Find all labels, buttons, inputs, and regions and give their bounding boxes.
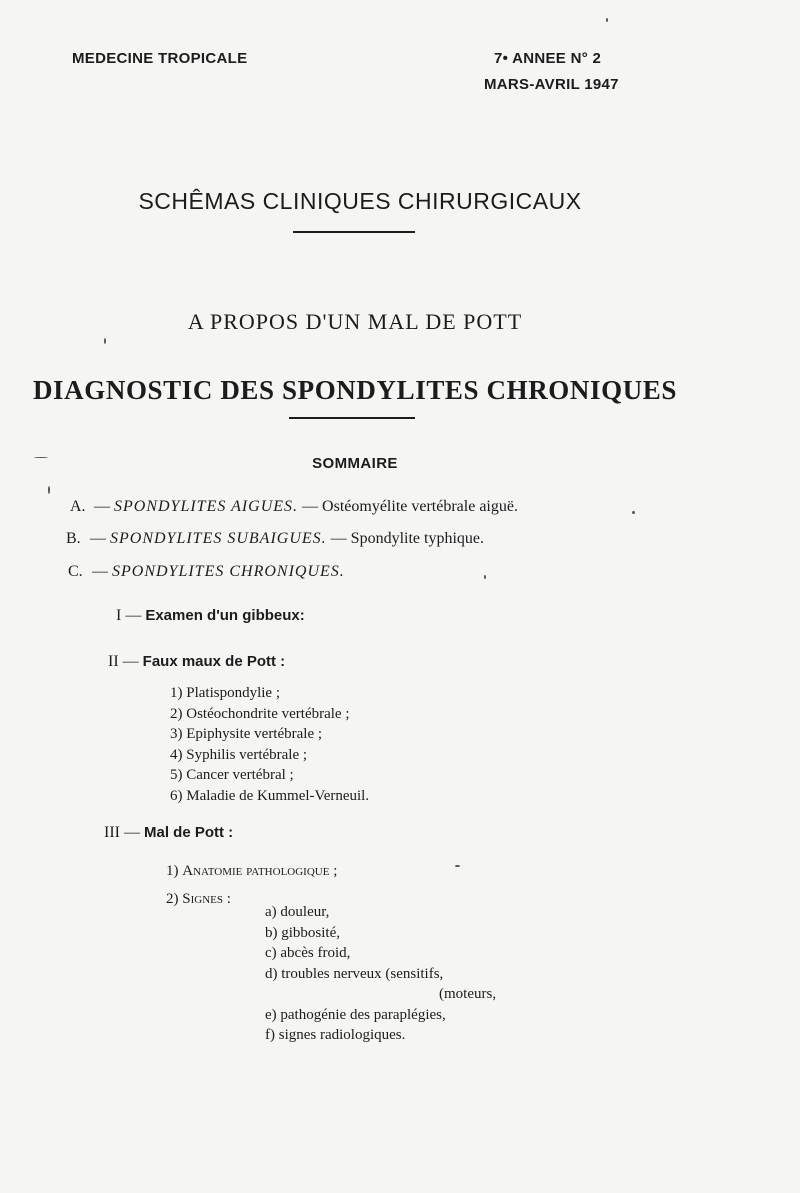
- scan-speck: [632, 511, 635, 514]
- summary-heading: SOMMAIRE: [312, 455, 398, 472]
- list-item: 2) Ostéochondrite vertébrale ;: [170, 705, 350, 722]
- entry-letter: C.: [68, 563, 83, 580]
- article-title-divider: [289, 417, 415, 419]
- section-1-heading: [116, 607, 305, 625]
- issue-number: 7• ANNEE N° 2: [494, 50, 602, 67]
- sign-item: f) signes radiologiques.: [265, 1027, 406, 1043]
- summary-entry-c: [68, 563, 345, 581]
- entry-dash: —: [302, 498, 319, 515]
- section-number: III: [104, 824, 120, 841]
- sign-item: c) abcès froid,: [265, 945, 351, 961]
- sign-item-continuation: (moteurs,: [439, 986, 497, 1002]
- list-item: 6) Maladie de Kummel-Verneuil.: [170, 787, 370, 804]
- section-number: I: [116, 607, 122, 624]
- section-dash: —: [125, 607, 142, 624]
- section-2-heading: [108, 653, 285, 671]
- scan-speck: [606, 18, 608, 22]
- entry-title: SPONDYLITES AIGUES.: [114, 498, 299, 515]
- section-dash: —: [122, 653, 139, 670]
- scan-speck: [104, 338, 106, 344]
- journal-name: MEDECINE TROPICALE: [72, 50, 248, 67]
- section-label: Examen d'un gibbeux:: [145, 607, 305, 624]
- scan-speck: [34, 457, 48, 458]
- entry-title: SPONDYLITES CHRONIQUES.: [112, 563, 345, 580]
- item-text: Anatomie pathologique ;: [182, 863, 338, 879]
- section-number: II: [108, 653, 119, 670]
- sign-item: e) pathogénie des paraplégies,: [265, 1006, 446, 1023]
- entry-dash: —: [90, 530, 106, 547]
- section-label: Mal de Pott :: [143, 824, 234, 841]
- entry-title: SPONDYLITES SUBAIGUES.: [110, 530, 327, 547]
- issue-date: MARS-AVRIL 1947: [484, 76, 619, 93]
- sign-item: d) troubles nerveux (sensitifs,: [265, 965, 444, 982]
- summary-entry-a: [70, 498, 518, 516]
- list-item: 4) Syphilis vertébrale ;: [170, 746, 308, 763]
- list-item: 3) Epiphysite vertébrale ;: [170, 726, 323, 742]
- entry-dash: —: [92, 563, 108, 580]
- list-item: [166, 857, 337, 885]
- item-number: 1): [166, 863, 179, 879]
- series-title: SCHÊMAS CLINIQUES CHIRURGICAUX: [138, 188, 582, 214]
- signs-list: [265, 902, 496, 1046]
- entry-detail: Spondylite typhique.: [350, 530, 484, 547]
- entry-dash: —: [330, 530, 347, 547]
- article-subtitle: A PROPOS D'UN MAL DE POTT: [187, 309, 523, 334]
- entry-letter: A.: [70, 498, 86, 515]
- summary-entry-b: [66, 530, 484, 548]
- entry-dash: —: [94, 498, 110, 515]
- scan-speck: [484, 575, 486, 579]
- entry-letter: B.: [66, 530, 81, 547]
- title-divider: [293, 231, 415, 233]
- item-text: Signes :: [182, 891, 231, 907]
- scan-speck: [48, 486, 50, 494]
- article-title: DIAGNOSTIC DES SPONDYLITES CHRONIQUES: [32, 375, 678, 405]
- section-dash: —: [123, 824, 140, 841]
- sign-item: a) douleur,: [265, 904, 330, 920]
- section-label: Faux maux de Pott :: [142, 653, 286, 670]
- scan-speck: [455, 865, 460, 867]
- list-item: 1) Platispondylie ;: [170, 685, 280, 701]
- item-number: 2): [166, 891, 179, 907]
- sign-item: b) gibbosité,: [265, 924, 340, 941]
- list-item: 5) Cancer vertébral ;: [170, 767, 294, 783]
- section-3-heading: [104, 824, 233, 842]
- entry-detail: Ostéomyélite vertébrale aiguë.: [322, 498, 518, 515]
- false-pott-list: [170, 683, 369, 806]
